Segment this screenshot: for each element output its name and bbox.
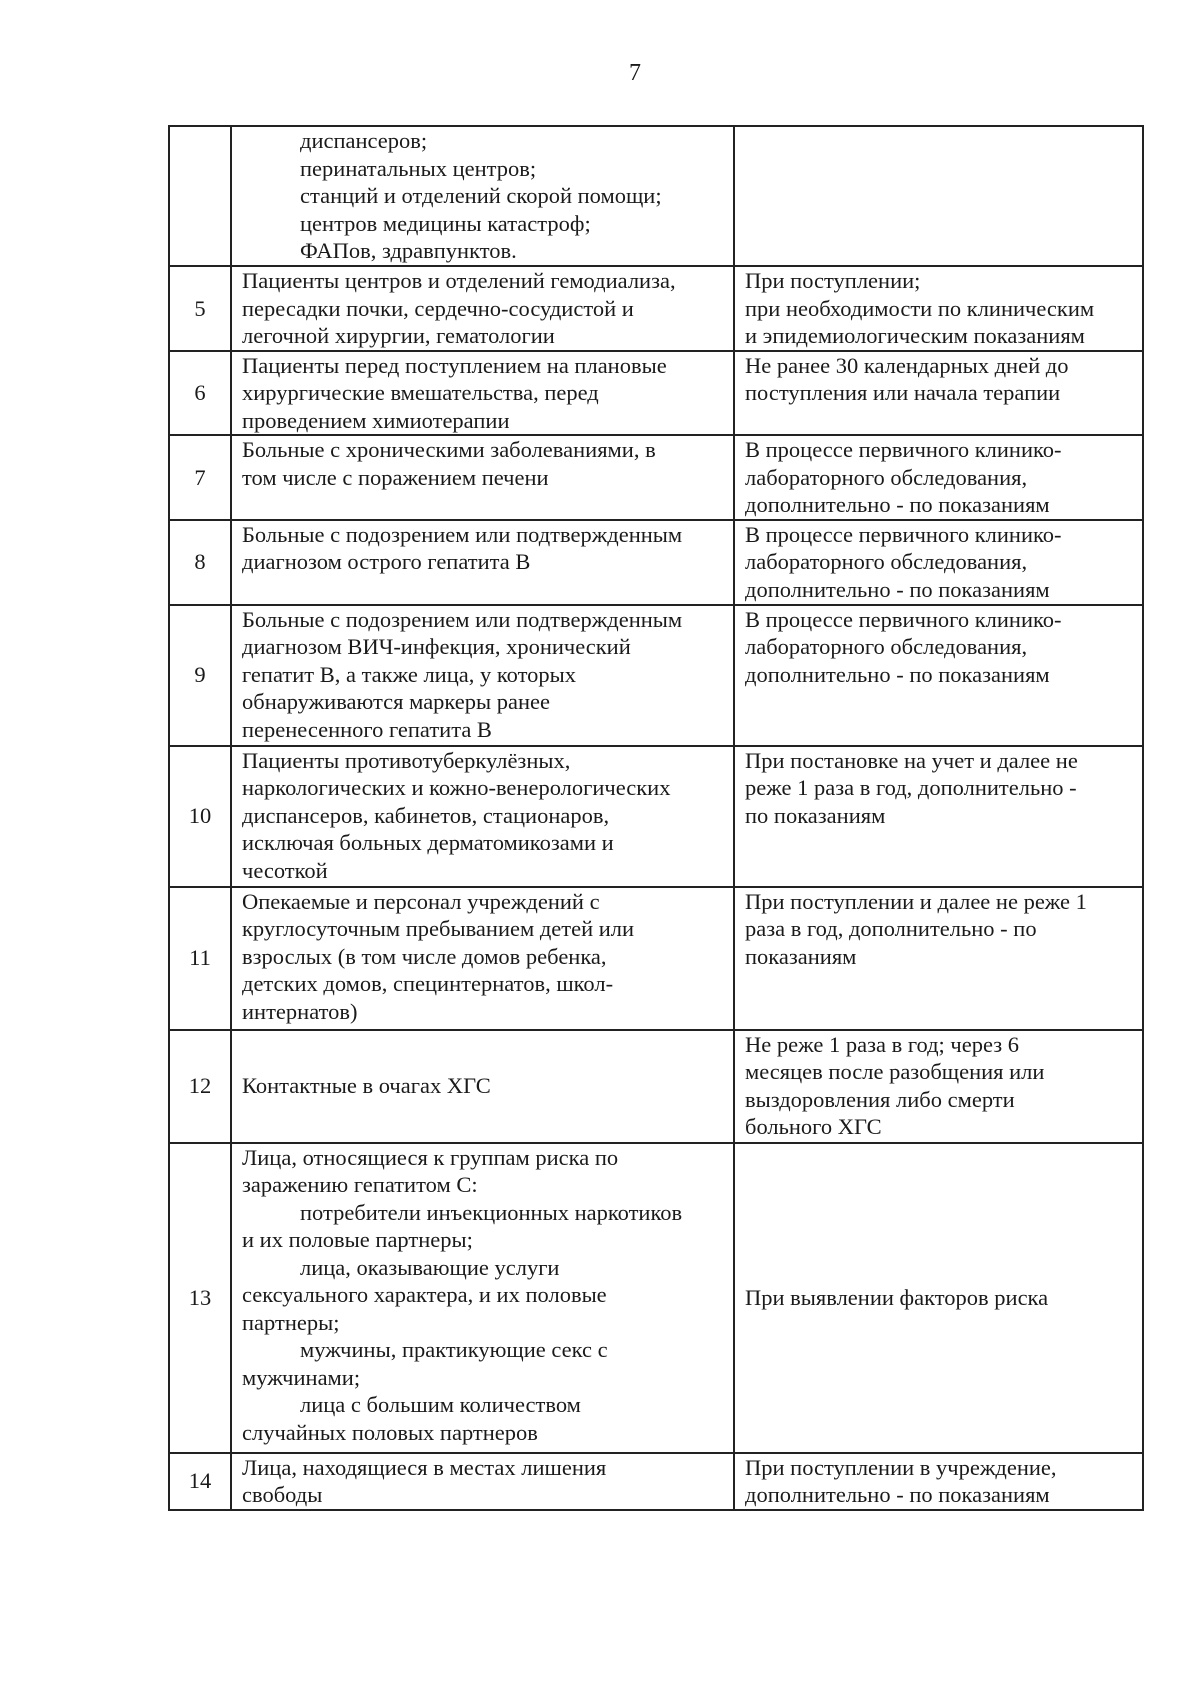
table-row: [169, 266, 1143, 351]
row-number: 11: [169, 887, 231, 1030]
group-line: интернатов): [242, 998, 358, 1024]
group-line: Пациенты центров и отделений гемодиализа,: [242, 268, 676, 293]
row-number: 6: [169, 351, 231, 436]
row-number: 9: [169, 605, 231, 746]
timing-line: и эпидемиологическим показаниям: [745, 323, 1085, 348]
row-number: 13: [169, 1143, 231, 1453]
group-line: диагнозом ВИЧ-инфекция, хронический: [242, 634, 631, 659]
group-cell: [231, 605, 734, 746]
timing-line: В процессе первичного клинико-: [745, 437, 1062, 462]
group-line: диспансеров, кабинетов, стационаров,: [242, 802, 610, 828]
timing-line: при необходимости по клиническим: [745, 295, 1095, 321]
table-row: [169, 1030, 1143, 1143]
group-line: Больные с подозрением или подтвержденным: [242, 606, 683, 632]
group-line: хирургические вмешательства, перед: [242, 380, 599, 405]
timing-line: реже 1 раза в год, дополнительно -: [745, 775, 1077, 800]
group-line: и их половые партнеры;: [242, 1227, 473, 1252]
group-line: Лица, находящиеся в местах лишения: [242, 1454, 607, 1480]
timing-line: по показаниям: [745, 802, 886, 828]
timing-line: В процессе первичного клинико-: [745, 606, 1062, 632]
table-row: [169, 1143, 1143, 1453]
timing-line: Не ранее 30 календарных дней до: [745, 352, 1069, 378]
group-line: Лица, относящиеся к группам риска по: [242, 1144, 619, 1170]
timing-line: лабораторного обследования,: [745, 634, 1028, 659]
row-number: 5: [169, 266, 231, 351]
timing-line: раза в год, дополнительно - по: [745, 916, 1037, 941]
group-line: Контактные в очагах ХГС: [242, 1073, 491, 1099]
timing-cell: [734, 887, 1143, 1030]
table-row: [169, 605, 1143, 746]
table-row: [169, 887, 1143, 1030]
timing-line: месяцев после разобщения или: [745, 1059, 1045, 1084]
group-line: перенесенного гепатита В: [242, 716, 492, 742]
group-line: лица, оказывающие услуги: [300, 1254, 560, 1280]
group-line: ФАПов, здравпунктов.: [300, 238, 517, 263]
group-cell: [231, 746, 734, 887]
group-line: взрослых (в том числе домов ребенка,: [242, 943, 607, 969]
group-cell: [231, 1143, 734, 1453]
group-line: лица с большим количеством: [300, 1392, 581, 1417]
timing-cell: [734, 1030, 1143, 1143]
table-row: [169, 746, 1143, 887]
table-row: [169, 126, 1143, 266]
timing-line: дополнительно - по показаниям: [745, 492, 1050, 517]
timing-cell: [734, 746, 1143, 887]
group-line: свободы: [242, 1482, 323, 1507]
group-line: заражению гепатитом С:: [242, 1172, 478, 1197]
row-number: 8: [169, 520, 231, 605]
timing-cell: [734, 266, 1143, 351]
timing-line: показаниям: [745, 943, 857, 969]
group-line: центров медицины катастроф;: [300, 210, 591, 236]
group-line: круглосуточным пребыванием детей или: [242, 916, 635, 941]
group-line: исключая больных дерматомикозами и: [242, 830, 614, 855]
row-number: [169, 126, 231, 266]
group-line: обнаруживаются маркеры ранее: [242, 689, 551, 714]
timing-line: В процессе первичного клинико-: [745, 521, 1062, 547]
group-line: диагнозом острого гепатита В: [242, 549, 531, 574]
timing-line: При поступлении в учреждение,: [745, 1454, 1057, 1480]
timing-line: дополнительно - по показаниям: [745, 661, 1050, 687]
timing-line: больного ХГС: [745, 1114, 882, 1139]
timing-line: дополнительно - по показаниям: [745, 1482, 1050, 1507]
group-line: гепатит В, а также лица, у которых: [242, 661, 577, 687]
timing-line: При постановке на учет и далее не: [745, 747, 1078, 773]
timing-line: выздоровления либо смерти: [745, 1086, 1015, 1112]
group-cell: [231, 266, 734, 351]
table-row: [169, 1453, 1143, 1510]
group-line: Больные с подозрением или подтвержденным: [242, 521, 683, 547]
table-row: [169, 435, 1143, 520]
timing-line: При выявлении факторов риска: [745, 1284, 1049, 1310]
timing-cell: [734, 1143, 1143, 1453]
timing-line: При поступлении и далее не реже 1: [745, 888, 1087, 914]
group-line: Пациенты противотуберкулёзных,: [242, 747, 571, 773]
group-line: пересадки почки, сердечно-сосудистой и: [242, 295, 634, 321]
timing-line: лабораторного обследования,: [745, 549, 1028, 574]
group-line: чесоткой: [242, 857, 328, 883]
table-row: [169, 520, 1143, 605]
timing-line: Не реже 1 раза в год; через 6: [745, 1031, 1019, 1057]
timing-cell: [734, 435, 1143, 520]
group-line: наркологических и кожно-венерологических: [242, 775, 671, 800]
group-cell: [231, 1030, 734, 1143]
timing-cell: [734, 520, 1143, 605]
group-line: партнеры;: [242, 1309, 340, 1335]
group-cell: [231, 1453, 734, 1510]
timing-line: При поступлении;: [745, 268, 921, 293]
group-cell: [231, 887, 734, 1030]
group-line: Опекаемые и персонал учреждений с: [242, 888, 600, 914]
group-cell: [231, 520, 734, 605]
group-line: станций и отделений скорой помощи;: [300, 183, 662, 208]
row-number: 10: [169, 746, 231, 887]
group-line: Больные с хроническими заболеваниями, в: [242, 437, 656, 462]
row-number: 7: [169, 435, 231, 520]
timing-line: поступления или начала терапии: [745, 380, 1061, 405]
group-cell: [231, 126, 734, 266]
timing-cell: [734, 351, 1143, 436]
group-line: мужчины, практикующие секс с: [300, 1337, 608, 1362]
group-cell: [231, 351, 734, 436]
group-line: случайных половых партнеров: [242, 1419, 538, 1445]
group-line: детских домов, специнтернатов, школ-: [242, 971, 614, 996]
group-line: мужчинами;: [242, 1364, 361, 1390]
timing-cell: [734, 1453, 1143, 1510]
row-number: 12: [169, 1030, 231, 1143]
timing-line: дополнительно - по показаниям: [745, 576, 1050, 602]
page-number: 7: [629, 60, 641, 86]
timing-cell: [734, 605, 1143, 746]
timing-cell: [734, 126, 1143, 266]
group-line: легочной хирургии, гематологии: [242, 323, 555, 348]
group-line: Пациенты перед поступлением на плановые: [242, 352, 667, 378]
group-line: проведением химиотерапии: [242, 407, 510, 433]
row-number: 14: [169, 1453, 231, 1510]
table-row: [169, 351, 1143, 436]
group-line: том числе с поражением печени: [242, 464, 549, 490]
group-line: потребители инъекционных наркотиков: [300, 1199, 683, 1225]
group-line: диспансеров;: [300, 128, 428, 153]
timing-line: лабораторного обследования,: [745, 464, 1028, 490]
group-line: сексуального характера, и их половые: [242, 1282, 607, 1307]
document-table: [168, 125, 1144, 1511]
group-line: перинатальных центров;: [300, 155, 537, 181]
group-cell: [231, 435, 734, 520]
